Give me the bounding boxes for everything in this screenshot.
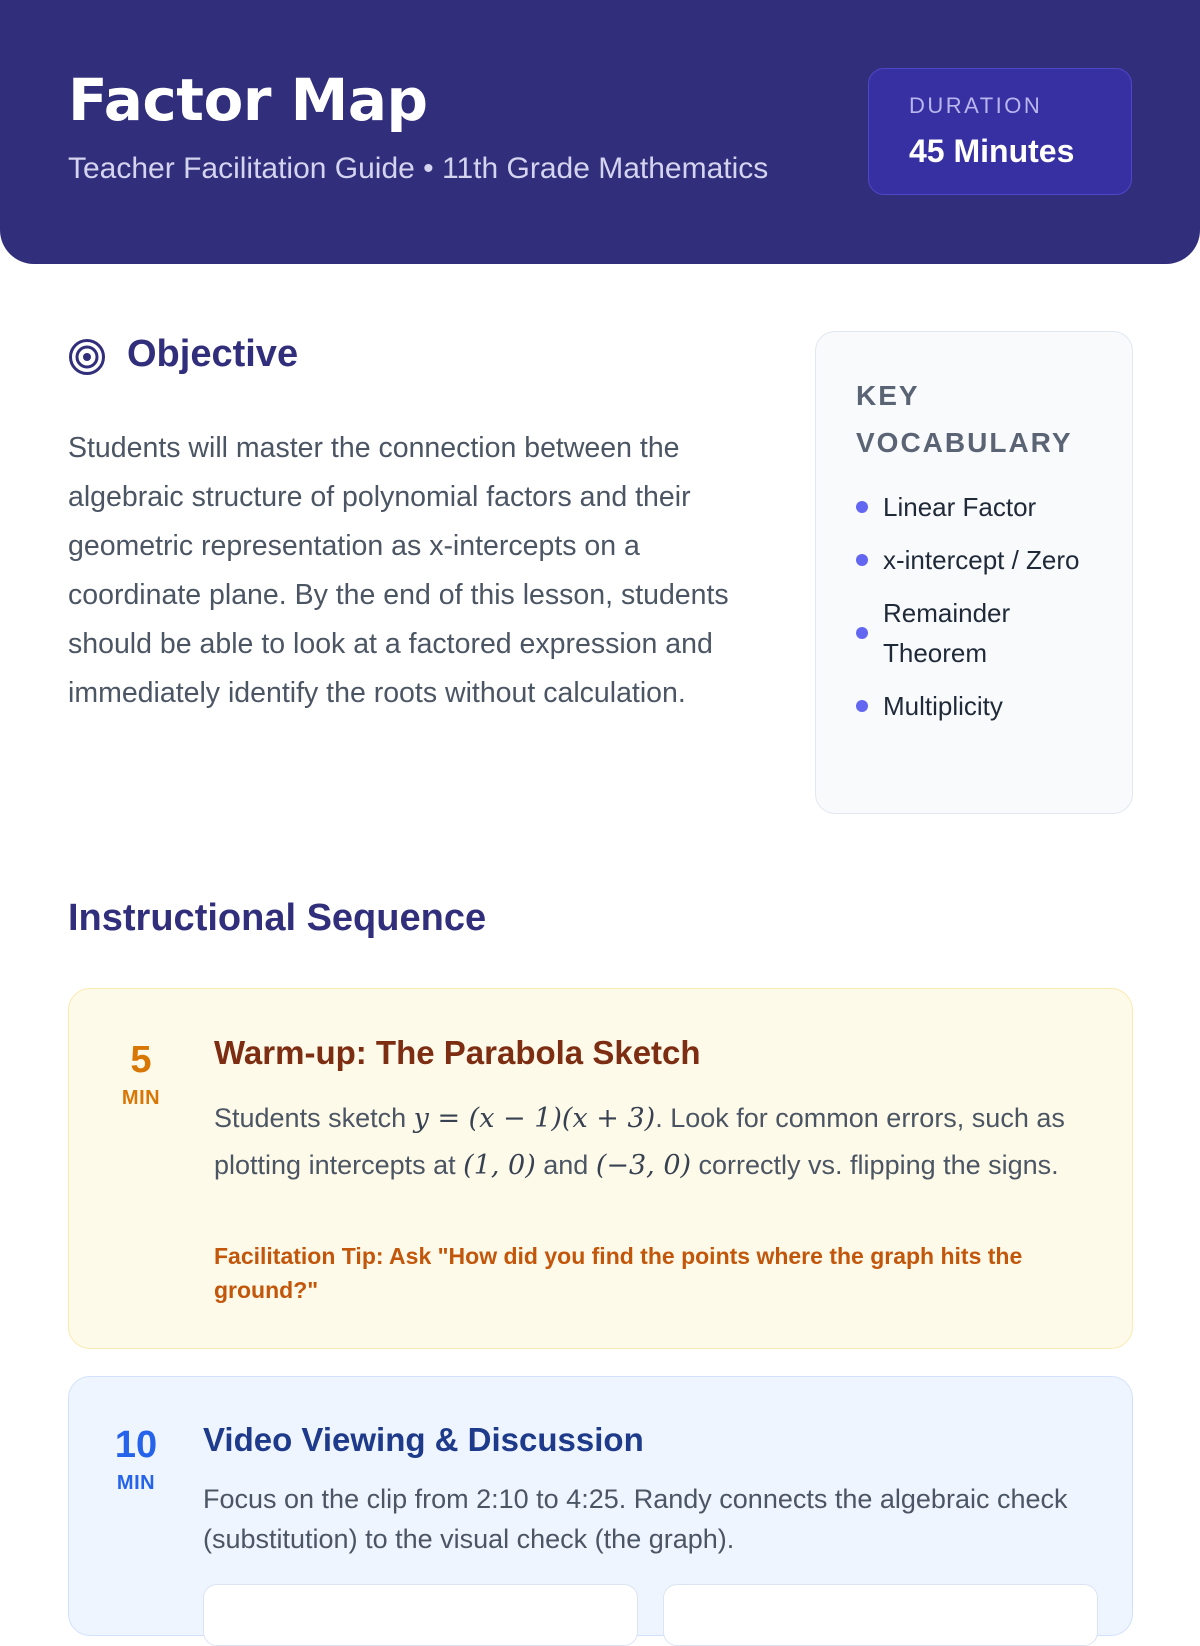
step-minutes: 10	[114, 1424, 158, 1466]
header-banner	[0, 0, 1200, 264]
step-duration	[104, 1424, 168, 1495]
step-math: y = (x − 1)(x + 3)	[413, 1103, 656, 1134]
vocabulary-list	[856, 487, 1116, 739]
objective-heading: Objective	[127, 333, 299, 375]
key-vocabulary-panel	[815, 331, 1133, 814]
step-minutes: 5	[130, 1039, 152, 1081]
step-description: Focus on the clip from 2:10 to 4:25. Randy connects the algebraic check (substitution) to the visual check (the graph).	[203, 1484, 1068, 1554]
step-text: Students sketch	[214, 1103, 414, 1133]
bullet-icon	[856, 501, 868, 513]
target-icon	[68, 338, 106, 376]
vocabulary-item	[856, 487, 1116, 527]
step-title: Video Viewing & Discussion	[203, 1421, 644, 1458]
duration-value: 45 Minutes	[909, 133, 1075, 169]
step-text: correctly vs. flipping the signs.	[691, 1150, 1059, 1180]
vocabulary-title: KEY VOCABULARY	[856, 380, 1073, 458]
sub-card	[663, 1584, 1098, 1646]
bullet-icon	[856, 700, 868, 712]
page-title: Factor Map	[68, 66, 428, 134]
bullet-icon	[856, 554, 868, 566]
vocabulary-term: Linear Factor	[883, 492, 1037, 522]
step-description	[214, 1095, 1094, 1189]
sequence-heading: Instructional Sequence	[68, 897, 487, 939]
duration-badge	[868, 68, 1132, 195]
vocabulary-item	[856, 540, 1116, 580]
step-card-video	[68, 1376, 1133, 1636]
page-subtitle: Teacher Facilitation Guide • 11th Grade Mathematics	[68, 152, 769, 185]
step-title: Warm-up: The Parabola Sketch	[214, 1034, 701, 1071]
vocabulary-item	[856, 686, 1116, 726]
vocabulary-term: Remainder Theorem	[883, 598, 1011, 668]
vocabulary-term: Multiplicity	[883, 691, 1003, 721]
step-text: . Look for common errors, such as plotting intercepts at	[214, 1103, 1065, 1180]
objective-text: Students will master the connection between the algebraic structure of polynomial factors and their geometric representation as x-intercepts on a coordinate plane. By the end of this lesson, students should be able to look at a factored expression and immediately identify the roots without calculation.	[68, 432, 729, 709]
vocabulary-term: x-intercept / Zero	[883, 545, 1080, 575]
step-math: (−3, 0)	[595, 1150, 692, 1181]
step-minutes-unit: MIN	[121, 1087, 161, 1109]
step-duration	[109, 1039, 173, 1110]
sub-card	[203, 1584, 638, 1646]
facilitation-tip: Facilitation Tip: Ask "How did you find the points where the graph hits the ground?"	[214, 1243, 1023, 1303]
step-math: (1, 0)	[463, 1150, 536, 1181]
step-minutes-unit: MIN	[116, 1472, 156, 1494]
bullet-icon	[856, 627, 868, 639]
step-text: and	[535, 1150, 596, 1180]
step-card-warm-up	[68, 988, 1133, 1349]
duration-label: DURATION	[909, 93, 1043, 118]
vocabulary-item	[856, 593, 1116, 673]
